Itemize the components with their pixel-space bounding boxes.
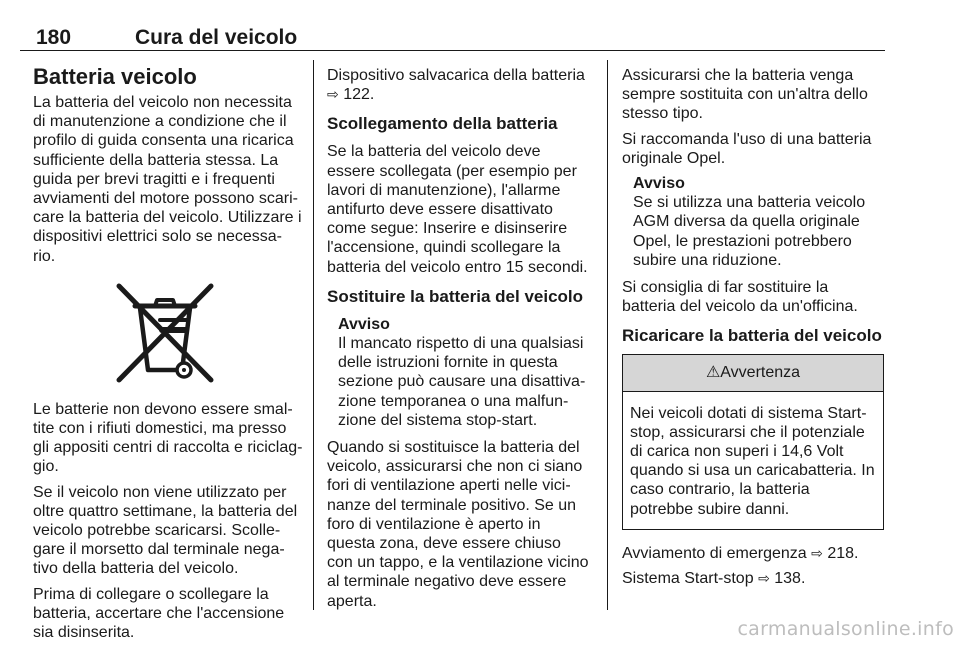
xref-text: Dispositivo salvacarica della batteria xyxy=(327,67,585,84)
xref-text: Avviamento di emergenza xyxy=(622,544,807,562)
paragraph: Si consiglia di far sostituire la batteria del veicolo da un'officina. xyxy=(622,279,858,316)
section-heading: Sostituire la batteria del veicolo xyxy=(327,286,584,306)
column-divider xyxy=(607,60,608,610)
paragraph: Prima di collegare o scollegare la batteria, accertare che l'accensione sia disinserita. xyxy=(33,585,285,642)
page-reference-link[interactable]: 138. xyxy=(774,570,806,588)
note-title: Avviso xyxy=(338,315,390,333)
warning-triangle-icon: ⚠ xyxy=(705,364,721,382)
note-text: Il mancato rispetto di una qualsiasi delle istruzioni fornite in questa sezione può causare una disattiva-zione temporanea o una malfun-zione del sistema stop-start. xyxy=(338,335,586,429)
warning-box xyxy=(622,354,884,529)
page-number: 180 xyxy=(36,26,72,49)
note-title: Avviso xyxy=(633,175,685,193)
column-middle xyxy=(327,66,590,617)
paragraph: La batteria del veicolo non necessita di manutenzione a condizione che il profilo di guida consenta una ricarica sufficiente della batteria stessa. La guida per brevi tragitti e i frequenti avviamenti del motore possono scari-care la batteria del veicolo. Utilizzare i dispositivi elettrici solo se necessa-rio. xyxy=(33,94,302,265)
column-left xyxy=(33,64,303,648)
watermark: carmanualsonline.info xyxy=(737,618,954,640)
paragraph: Se il veicolo non viene utilizzato per oltre quattro settimane, la batteria del veicolo potrebbe scaricarsi. Scolle-gare il morsetto dal terminale nega-tivo della batteria del veicolo. xyxy=(33,483,298,578)
xref-text: Sistema Start-stop xyxy=(622,570,754,588)
column-right xyxy=(622,66,884,594)
paragraph: Le batterie non devono essere smal-tite con i rifiuti domestici, ma presso gli appositi centri di raccolta e riciclag-gio. xyxy=(33,400,303,476)
warning-text: Nei veicoli dotati di sistema Start-stop, assicurarsi che il potenziale di carica non superi i 14,6 Volt quando si usa un caricabatteria. In caso contrario, la batteria potrebbe subire danni. xyxy=(630,404,875,518)
note-box xyxy=(327,315,590,430)
note-box xyxy=(622,174,884,270)
warning-header xyxy=(623,355,883,391)
page-reference-arrow-icon: ⇨ xyxy=(811,544,823,561)
cross-reference xyxy=(622,544,884,563)
warning-title: Avvertenza xyxy=(720,364,801,382)
cross-reference xyxy=(622,569,884,588)
column-divider xyxy=(313,60,314,610)
section-heading: Scollegamento della batteria xyxy=(327,114,558,134)
page-reference-arrow-icon: ⇨ xyxy=(327,86,339,103)
chapter-title: Cura del veicolo xyxy=(135,26,298,49)
page-reference-link[interactable]: 122. xyxy=(343,86,375,104)
crossed-out-wheelie-bin-icon xyxy=(113,280,217,386)
paragraph: Se la batteria del veicolo deve essere scollegata (per esempio per lavori di manutenzione), l'allarme antifurto deve essere disattivato come segue: Inserire e disinserire l'accensione, quindi scollegare la batteria del veicolo entro 15 secondi. xyxy=(327,143,588,276)
section-heading: Ricaricare la batteria del veicolo xyxy=(622,326,882,346)
page-reference-arrow-icon: ⇨ xyxy=(758,570,770,587)
paragraph xyxy=(327,66,590,104)
paragraph: Si raccomanda l'uso di una batteria originale Opel. xyxy=(622,130,872,167)
note-text: Se si utilizza una batteria veicolo AGM diversa da quella originale Opel, le prestazioni potrebbero subire una riduzione. xyxy=(633,194,866,269)
page-reference-link[interactable]: 218. xyxy=(827,544,859,562)
section-title: Batteria veicolo xyxy=(33,64,197,89)
paragraph: Quando si sostituisce la batteria del veicolo, assicurarsi che non ci siano fori di ventilazione aperti nelle vici-nanze del terminale positivo. Se un foro di ventilazione è aperto in questa zona, deve essere chiuso con un tappo, e la ventilazione vicino al terminale negativo deve essere aperta. xyxy=(327,439,589,610)
page-header xyxy=(20,22,885,51)
paragraph: Assicurarsi che la batteria venga sempre sostituita con un'altra dello stesso tipo. xyxy=(622,67,868,123)
